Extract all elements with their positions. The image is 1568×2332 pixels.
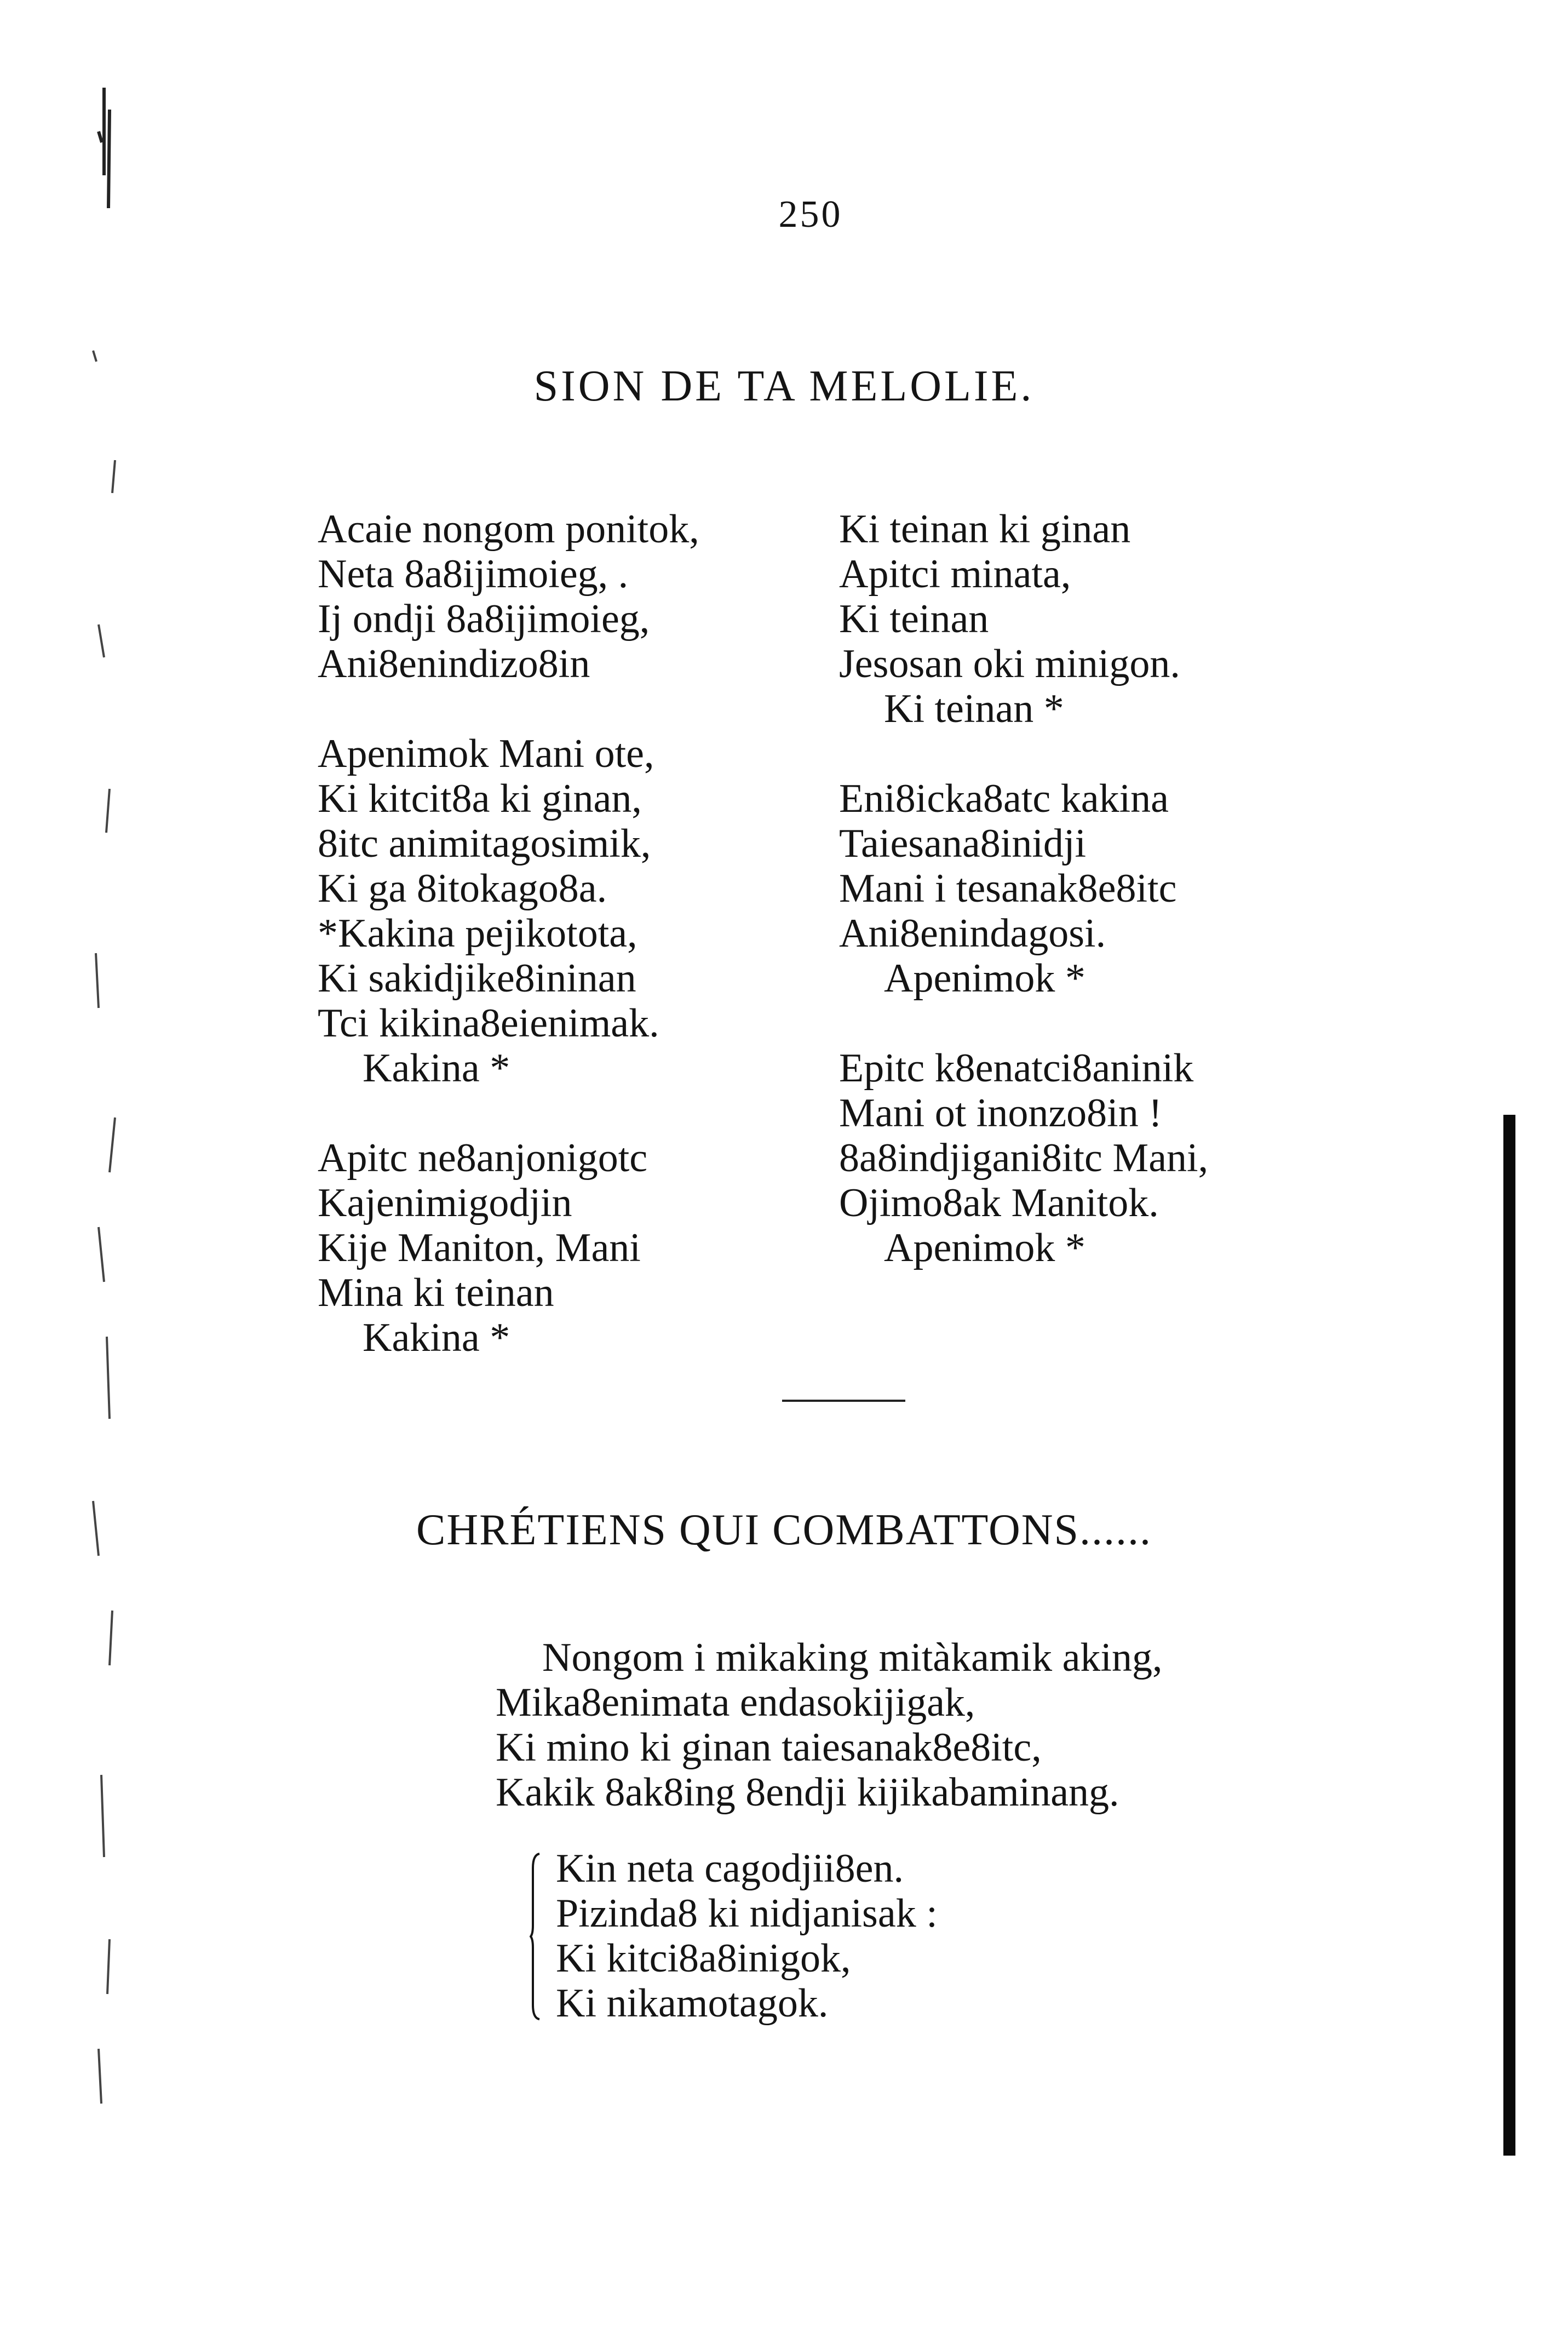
section-separator: [782, 1400, 905, 1402]
verse-line: Neta 8a8ijimoieg, .: [318, 552, 629, 597]
verse-line: Ani8enindagosi.: [839, 911, 1106, 956]
song2-chorus: [539, 1846, 1197, 2026]
verse-line: Kakik 8ak8ing 8endji kijikabaminang.: [496, 1770, 1119, 1815]
verse-line: Tci kikina8eienimak.: [318, 1001, 659, 1046]
chorus-line: Pizinda8 ki nidjanisak :: [556, 1891, 938, 1936]
verse-line: 8a8indjigani8itc Mani,: [839, 1136, 1209, 1181]
verse-line: Ki mino ki ginan taiesanak8e8itc,: [496, 1725, 1042, 1770]
stanza-left-2: [318, 731, 756, 1091]
verse-line: Taiesana8inidji: [839, 821, 1087, 866]
verse-line: Mina ki teinan: [318, 1270, 554, 1315]
chorus-line: Kin neta cagodjii8en.: [556, 1846, 904, 1891]
verse-line: Acaie nongom ponitok,: [318, 507, 699, 552]
song2-verse: [496, 1635, 1317, 1815]
verse-line: *Kakina pejikotota,: [318, 911, 637, 956]
verse-line: Apitci minata,: [839, 552, 1071, 597]
stanza-right-3: [839, 1046, 1288, 1270]
left-column: [318, 507, 756, 1405]
refrain-cue: Kakina *: [363, 1046, 510, 1091]
verse-line: Ij ondji 8a8ijimoieg,: [318, 597, 650, 641]
stanza-left-3: [318, 1136, 756, 1360]
chorus-line: Ki kitci8a8inigok,: [556, 1936, 851, 1981]
song-title-chretiens: CHRÉTIENS QUI COMBATTONS......: [416, 1506, 1152, 1554]
verse-line: Ki sakidjike8ininan: [318, 956, 636, 1001]
stanza-right-2: [839, 776, 1288, 1001]
refrain-cue: Apenimok *: [884, 956, 1085, 1001]
refrain-cue: Kakina *: [363, 1315, 510, 1360]
scan-edge-bar: [1503, 1115, 1515, 2156]
stanza-left-1: [318, 507, 756, 686]
verse-line: Kajenimigodjin: [318, 1181, 572, 1225]
verse-line: Ki ga 8itokago8a.: [318, 866, 607, 911]
verse-line: Jesosan oki minigon.: [839, 641, 1180, 686]
page-number: 250: [778, 193, 843, 236]
verse-line: Ki teinan: [839, 597, 989, 641]
refrain-cue: Ki teinan *: [884, 686, 1064, 731]
refrain-cue: Apenimok *: [884, 1225, 1085, 1270]
verse-line: Apenimok Mani ote,: [318, 731, 654, 776]
verse-line: Ki kitcit8a ki ginan,: [318, 776, 642, 821]
chorus-line: Ki nikamotagok.: [556, 1981, 829, 2026]
verse-line: Eni8icka8atc kakina: [839, 776, 1169, 821]
verse-line: Ki teinan ki ginan: [839, 507, 1131, 552]
verse-line: Kije Maniton, Mani: [318, 1225, 641, 1270]
verse-line: Nongom i mikaking mitàkamik aking,: [542, 1635, 1163, 1680]
verse-line: 8itc animitagosimik,: [318, 821, 651, 866]
verse-line: Mani i tesanak8e8itc: [839, 866, 1177, 911]
right-column: [839, 507, 1288, 1315]
verse-line: Mika8enimata endasokijigak,: [496, 1680, 975, 1725]
verse-line: Mani ot inonzo8in !: [839, 1091, 1162, 1136]
verse-line: Apitc ne8anjonigotc: [318, 1136, 648, 1181]
stanza-right-1: [839, 507, 1288, 731]
curly-brace-icon: [530, 1852, 542, 2021]
verse-line: Epitc k8enatci8aninik: [839, 1046, 1194, 1091]
verse-line: Ani8enindizo8in: [318, 641, 590, 686]
verse-line: Ojimo8ak Manitok.: [839, 1181, 1159, 1225]
song-title-sion: SION DE TA MELOLIE.: [533, 362, 1035, 410]
